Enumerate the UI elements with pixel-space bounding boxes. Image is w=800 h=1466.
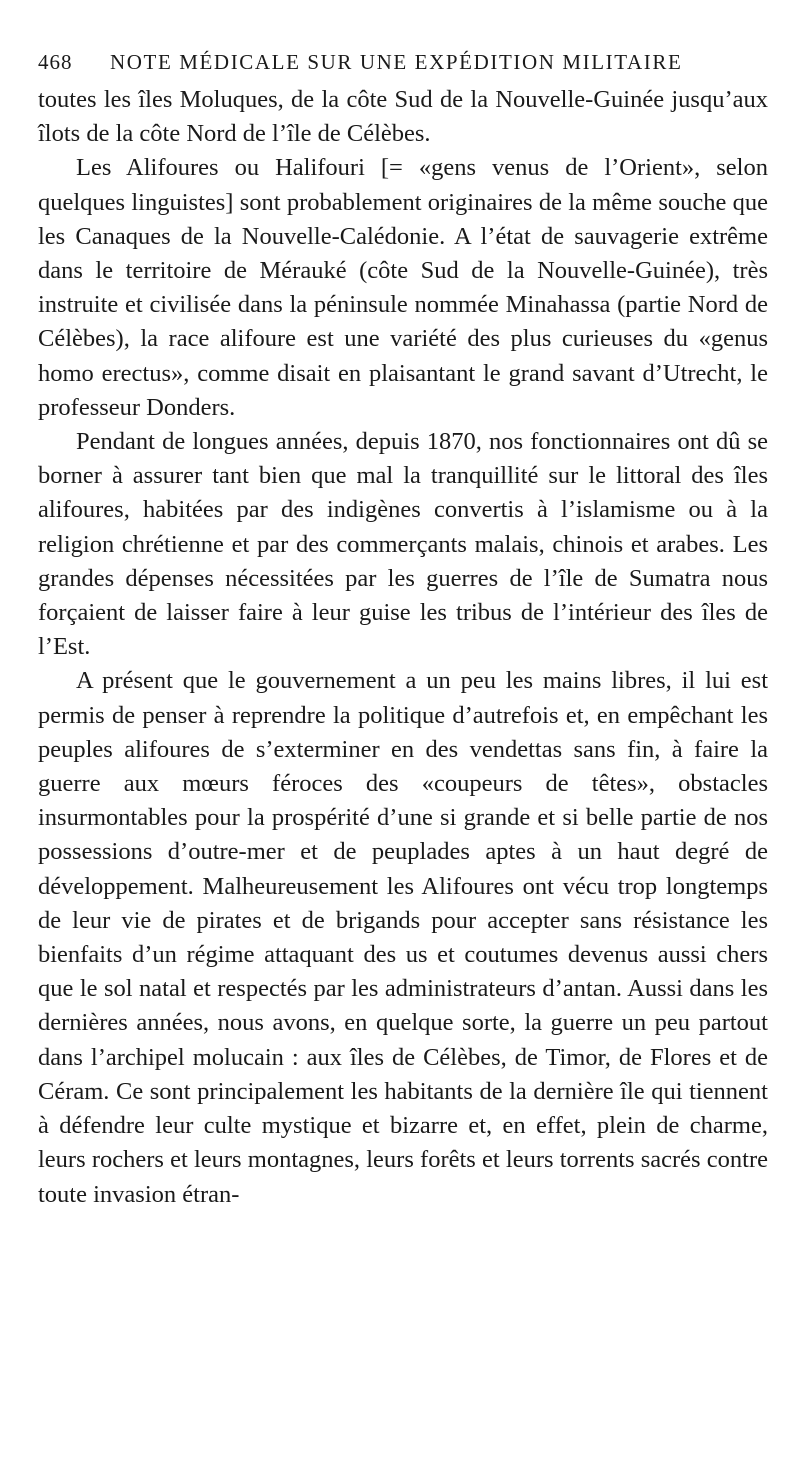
paragraph-since-1870: Pendant de longues années, depuis 1870, nos fonctionnaires ont dû se borner à assurer tant bien que mal la tranquillité sur le littoral des îles alifoures, habitées par des indigènes convertis à l’islamisme ou à la religion chrétienne et par des commerçants malais, chinois et arabes. Les grandes dépenses nécessitées par les guerres de l’île de Sumatra nous forçaient de laisser faire à leur guise les tribus de l’intérieur des îles de l’Est. [38,428,768,661]
paragraph-continuation: toutes les îles Moluques, de la côte Sud de la Nouvelle-Guinée jusqu’aux îlots de la côte Nord de l’île de Célèbes. [38,86,768,148]
paragraph-alifoures-origin: Les Alifoures ou Halifouri [= «gens venus de l’Orient», selon quelques linguistes] sont probablement originaires de la même souche que les Canaques de la Nouvelle-Calédonie. A l’état de sauvagerie extrême dans le territoire de Mérauké (côte Sud de la Nouvelle-Guinée), très instruite et civilisée dans la péninsule nommée Minahassa (partie Nord de Célèbes), la race alifoure est une variété des plus curieuses du «genus homo erectus», comme disait en plaisantant le grand savant d’Utrecht, le professeur Donders. [38,154,768,421]
book-page [38,50,768,1212]
body-text [38,83,768,1212]
page-number: 468 [38,50,73,74]
running-head [38,50,768,75]
paragraph-present-government: A présent que le gouvernement a un peu les mains libres, il lui est permis de penser à reprendre la politique d’autrefois et, en empêchant les peuples alifoures de s’exterminer en des vendettas sans fin, à faire la guerre aux mœurs féroces des «coupeurs de têtes», obstacles insurmontables pour la prospérité d’une si grande et si belle partie de nos possessions d’outre-mer et de peuplades aptes à un haut degré de développement. Malheureusement les Alifoures ont vécu trop longtemps de leur vie de pirates et de brigands pour accepter sans résistance les bienfaits d’un régime attaquant des us et coutumes devenus aussi chers que le sol natal et respectés par les administrateurs d’antan. Aussi dans les dernières années, nous avons, en quelque sorte, la guerre un peu partout dans l’archipel molucain : aux îles de Célèbes, de Timor, de Flores et de Céram. Ce sont principalement les habitants de la dernière île qui tiennent à défendre leur culte mystique et bizarre et, en effet, plein de charme, leurs rochers et leurs montagnes, leurs forêts et leurs torrents sacrés contre toute invasion étran- [38,667,768,1208]
running-title: NOTE MÉDICALE SUR UNE EXPÉDITION MILITAIRE [110,50,683,74]
